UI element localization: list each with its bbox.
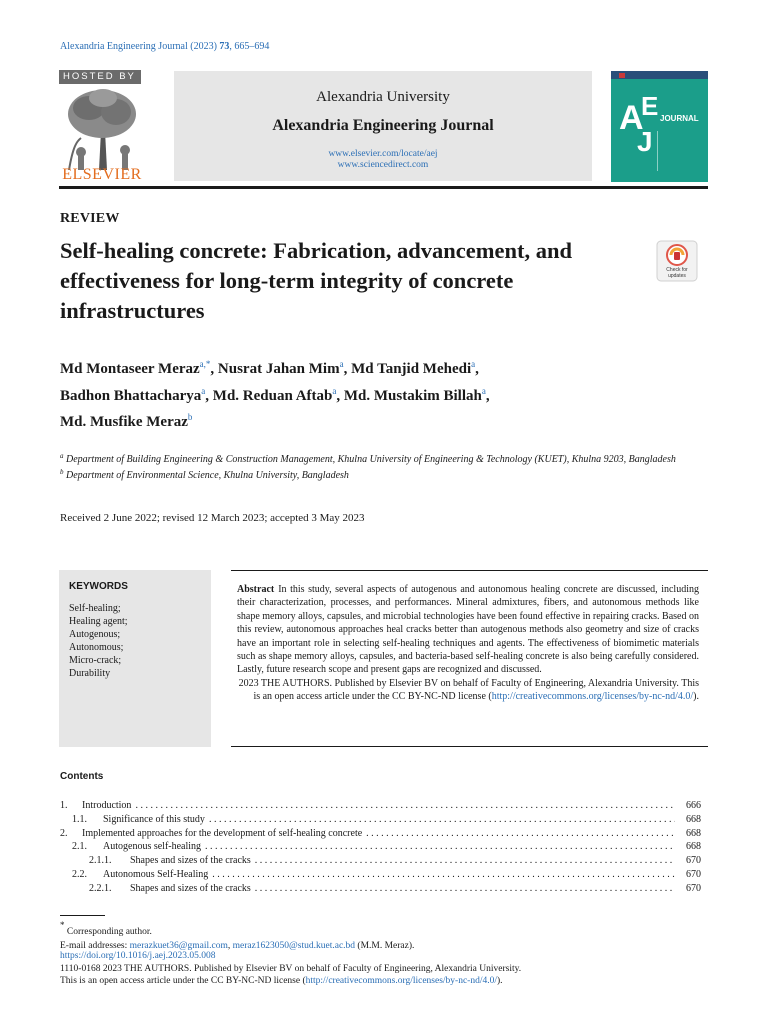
svg-text:E: E bbox=[641, 91, 659, 121]
received-dates: Received 2 June 2022; revised 12 March 2023; accepted 3 May 2023 bbox=[60, 512, 365, 524]
email-link[interactable]: meraz1623050@stud.kuet.ac.bd bbox=[232, 940, 356, 951]
sciencedirect-link[interactable]: www.sciencedirect.com bbox=[337, 160, 429, 170]
license-line: This is an open access article under the CC BY-NC-ND license (http://creativecommons.org/licenses/by-nc-nd/4.0/). bbox=[60, 976, 503, 986]
keyword: Self-healing; bbox=[69, 603, 121, 614]
toc-entry[interactable]: 1.1. Significance of this study . . . 668 bbox=[60, 813, 701, 827]
email-addresses: E-mail addresses: merazkuet36@gmail.com, meraz1623050@stud.kuet.ac.bd (M.M. Meraz). bbox=[60, 940, 415, 951]
article-type: REVIEW bbox=[60, 211, 120, 226]
footnotes bbox=[60, 919, 700, 953]
abstract-label: Abstract bbox=[237, 584, 275, 595]
journal-name: Alexandria Engineering Journal bbox=[272, 117, 494, 134]
license-link[interactable]: http://creativecommons.org/licenses/by-nc-nd/4.0/ bbox=[491, 691, 694, 703]
keywords-title: KEYWORDS bbox=[69, 581, 128, 592]
affiliation-a: $^a$ Department of Building Engineering & Construction Management, Khulna University of Engineering & Technology (KUET), Khulna 9203, Bangladesh bbox=[60, 452, 676, 465]
university-name: Alexandria University bbox=[316, 89, 450, 105]
toc-entry[interactable]: 2.1. Autogenous self-healing . . . 668 bbox=[60, 840, 701, 854]
footnote-rule bbox=[60, 915, 105, 916]
hosted-by-banner: HOSTED BY bbox=[59, 70, 141, 84]
email-link[interactable]: merazkuet36@gmail.com bbox=[129, 940, 228, 951]
toc-entry[interactable]: 2.2.1. Shapes and sizes of the cracks . . . 670 bbox=[60, 882, 701, 896]
keyword: Durability bbox=[69, 668, 111, 679]
issn-line: 1110-0168 2023 THE AUTHORS. Published by Elsevier BV on behalf of Faculty of Engineering, Alexandria University. bbox=[60, 963, 522, 974]
elsevier-link[interactable]: www.elsevier.com/locate/aej bbox=[328, 149, 438, 159]
svg-text:A: A bbox=[619, 99, 644, 137]
abstract bbox=[237, 583, 699, 704]
toc-entry[interactable]: 2. Implemented approaches for the development of self-healing concrete . . . 668 bbox=[60, 827, 701, 841]
journal-cover bbox=[611, 71, 708, 182]
doi-link[interactable]: https://doi.org/10.1016/j.aej.2023.05.008 bbox=[60, 951, 216, 961]
contents-title: Contents bbox=[60, 771, 104, 782]
affiliation-b: $^b$ Department of Environmental Science, Khulna University, Bangladesh bbox=[60, 468, 349, 482]
keyword: Micro-crack; bbox=[69, 655, 122, 666]
elsevier-logo: ELSEVIER bbox=[62, 166, 142, 183]
affiliations bbox=[60, 450, 680, 483]
svg-text:Check for: Check for bbox=[666, 267, 688, 273]
keywords-box bbox=[59, 570, 211, 747]
toc-entry[interactable]: 2.2. Autonomous Self-Healing . . . 670 bbox=[60, 868, 701, 882]
license-link[interactable]: http://creativecommons.org/licenses/by-nc-nd/4.0/ bbox=[305, 976, 497, 986]
keyword: Healing agent; bbox=[69, 616, 128, 627]
page-footer bbox=[60, 950, 700, 988]
abstract-body: Abstract In this study, several aspects of autogenous and autonomous healing concrete are discussed, including their characterization, processes, and performances. Mineral admixtures, fibers, and autonomous methods like shape memory alloys, capsules, and microbial technologies have been found effective in repairing cracks. Based on this review, autonomous approaches heal cracks better than autogenous methods also geometry and size of cracks have an important role in selecting self-healing techniques and agents. The effectiveness of biomimetic materials such as shape memory alloys, capsules, and bacteria-based self-healing concrete is also being carefully considered. Lastly, future research scope and present gaps are recognized and discussed. bbox=[237, 584, 699, 676]
check-updates-icon bbox=[656, 240, 698, 282]
check-for-updates-badge[interactable] bbox=[656, 240, 698, 282]
abstract-bottom-rule bbox=[231, 746, 708, 747]
journal-reference[interactable]: Alexandria Engineering Journal (2023) 73, 665–694 bbox=[60, 41, 270, 52]
abstract-copyright: 2023 THE AUTHORS. Published by Elsevier BV on behalf of Faculty of Engineering, Alexandria University. This is an open access article under the CC BY-NC-ND license (http://creativecommons.org/licenses/by-nc-nd/4.0/). bbox=[238, 677, 699, 703]
journal-header bbox=[174, 71, 592, 181]
aej-cover-art bbox=[611, 71, 708, 182]
toc-entry[interactable]: 1. Introduction . . . 666 bbox=[60, 799, 701, 813]
cover-journal-label: JOURNAL bbox=[660, 114, 699, 123]
header-rule bbox=[59, 186, 708, 189]
svg-text:updates: updates bbox=[668, 273, 686, 279]
toc-entry[interactable]: 2.1.1. Shapes and sizes of the cracks . . . 670 bbox=[60, 854, 701, 868]
author-list: Md Montaseer Meraz$^{a,*}$, Nusrat Jahan Mim$^a$, Md Tanjid Mehedi$^a$, Badhon Bhattacharya$^a$, Md. Reduan Aftab$^a$, Md. Mustakim Billah$^a$, Md. Musfike Meraz$^b$ bbox=[60, 359, 490, 430]
elsevier-tree-logo bbox=[59, 86, 143, 170]
svg-text:J: J bbox=[637, 126, 653, 157]
corresponding-author-note: * Corresponding author. bbox=[60, 920, 152, 937]
keyword: Autonomous; bbox=[69, 642, 124, 653]
article-title: Self-healing concrete: Fabrication, advancement, and effectiveness for long-term integrity of concrete infrastructures bbox=[60, 238, 573, 323]
table-of-contents bbox=[60, 799, 701, 896]
keyword: Autogenous; bbox=[69, 629, 121, 640]
abstract-top-rule bbox=[231, 570, 708, 571]
journal-links bbox=[174, 149, 592, 171]
